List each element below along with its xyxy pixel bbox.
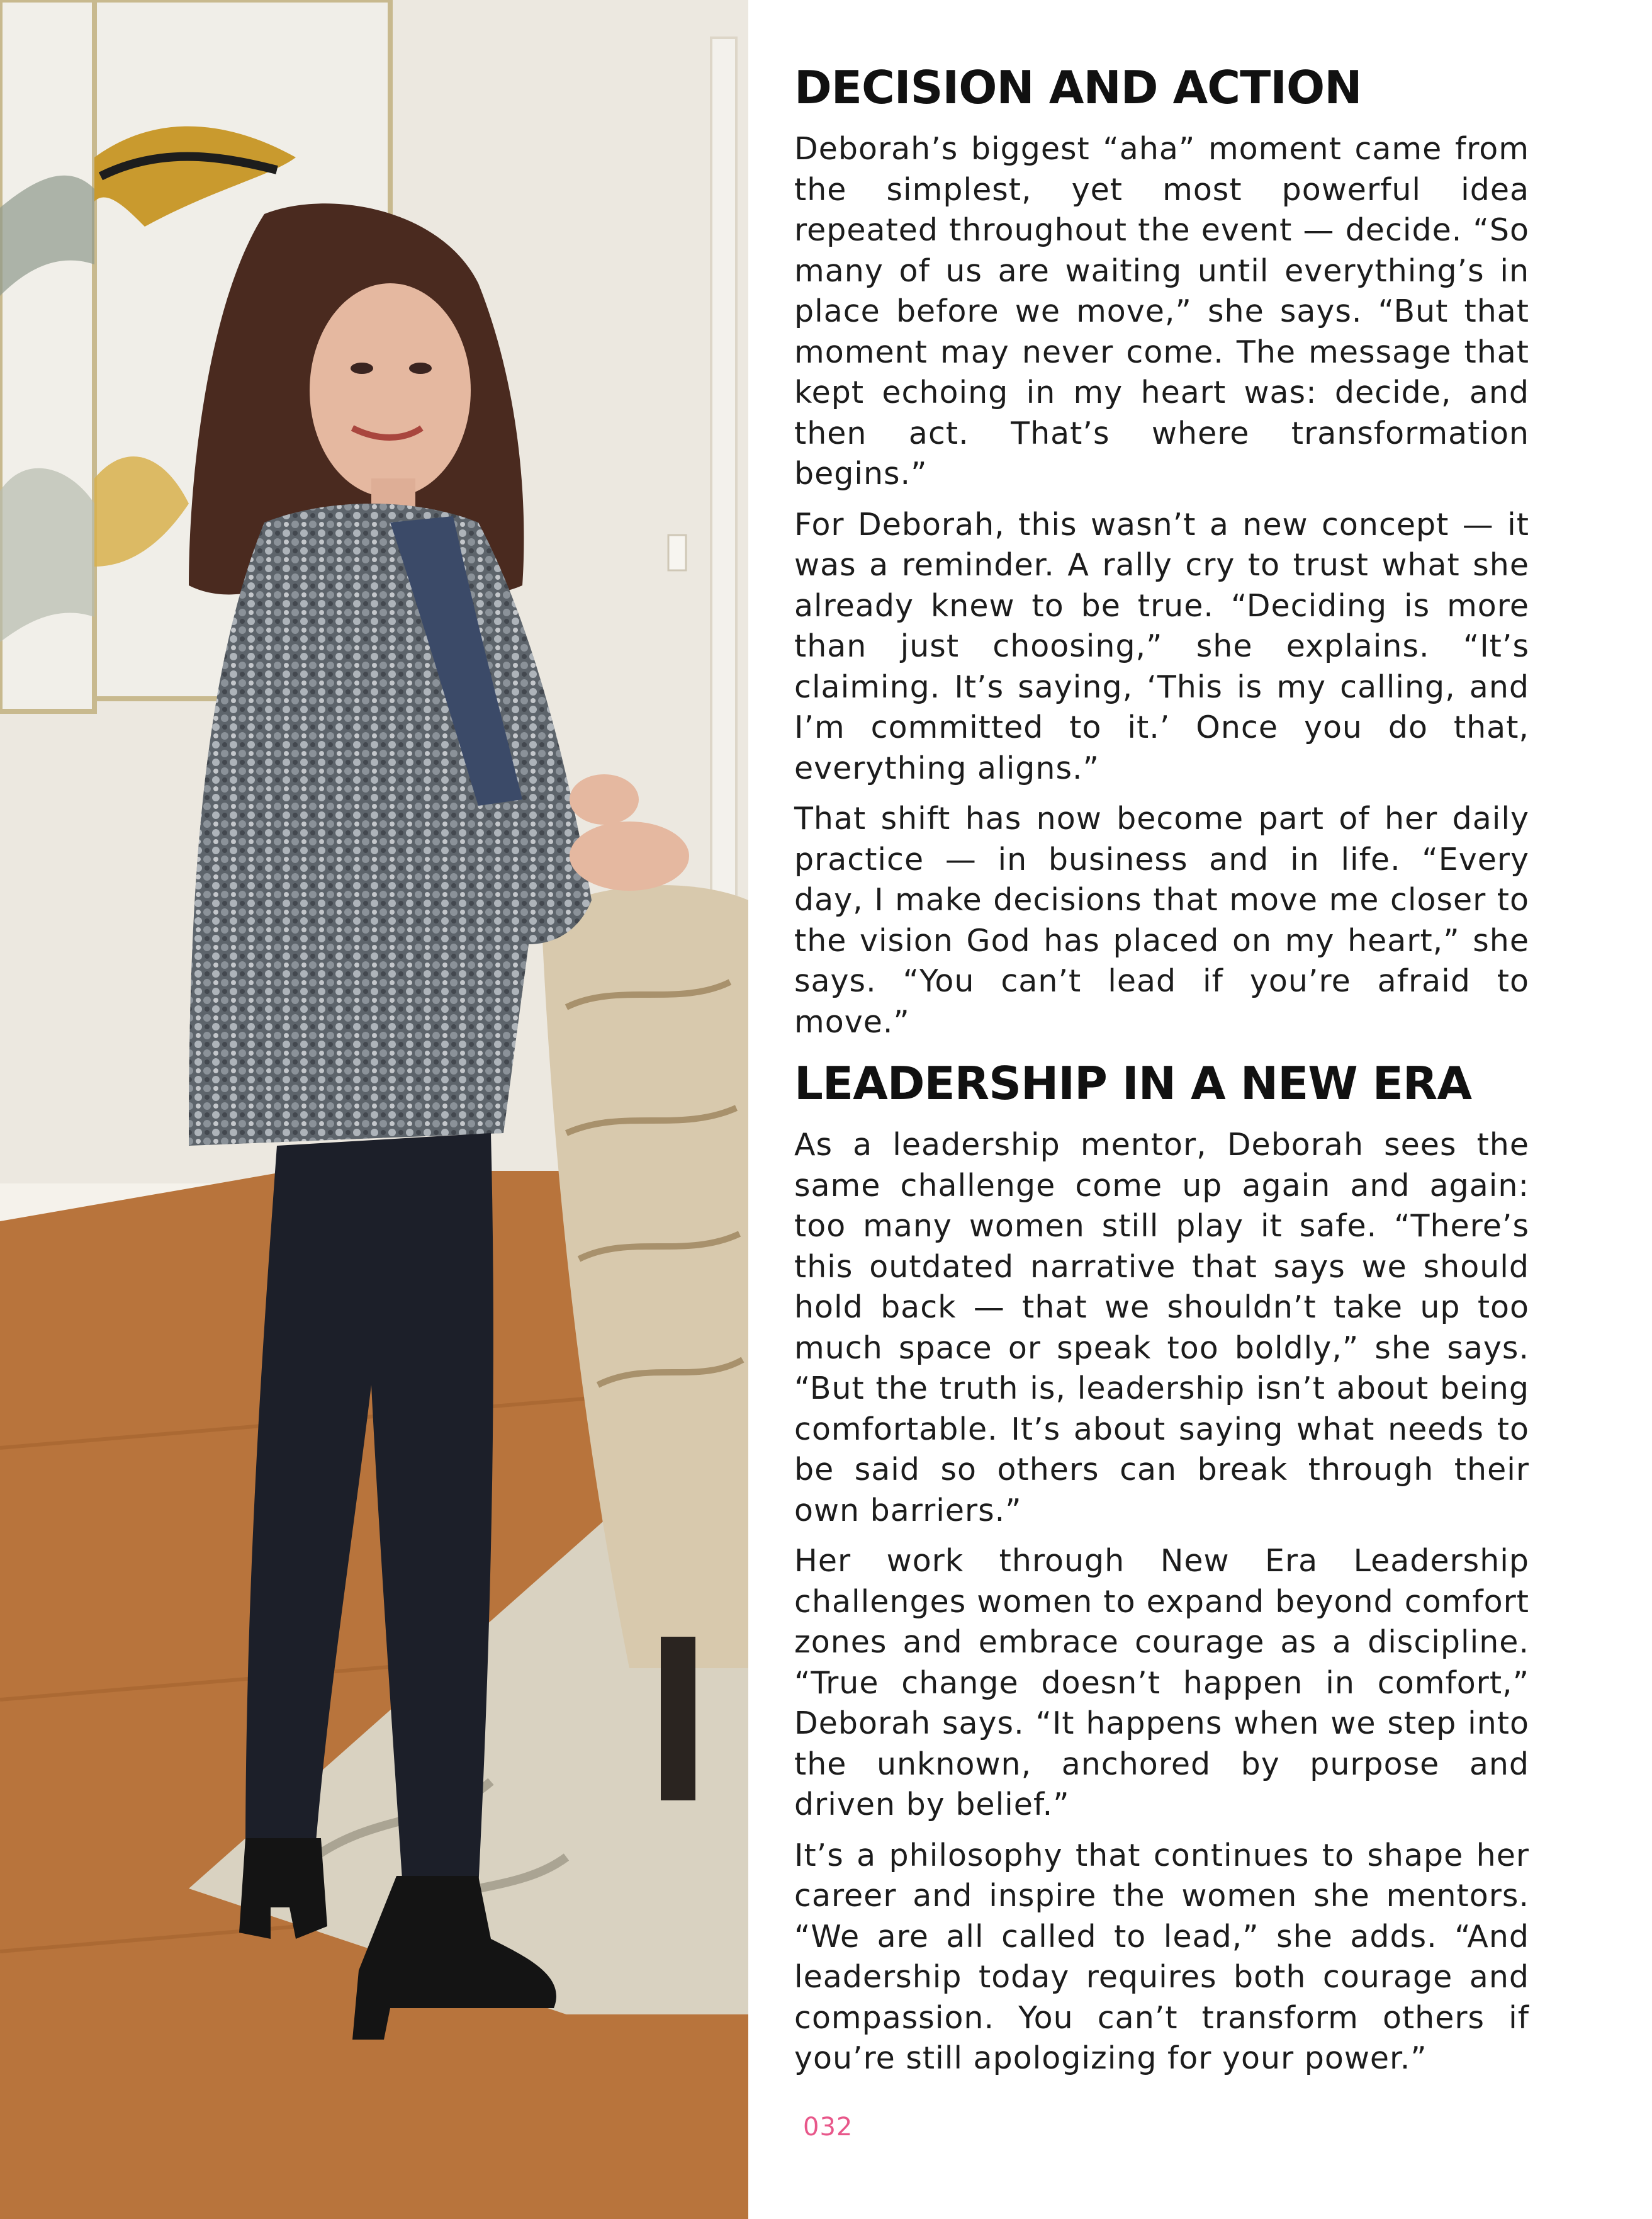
page-number: 032 — [803, 2113, 853, 2142]
article-paragraph: Deborah’s biggest “aha” moment came from the simplest, yet most powerful idea repeated throughout the event — decide. “So many of us are waiting until everything’s in place before we move,” she says. “But that moment may never come. The message that kept echoing in my heart was: decide, and then act. That’s where transformation begins.” — [794, 131, 1529, 492]
section-heading-decision-and-action: DECISION AND ACTION — [794, 61, 1362, 114]
article-paragraph: As a leadership mentor, Deborah sees the same challenge come up again and again: too many women still play it safe. “There’s this outdated narrative that says we should hold back — that we shouldn’t take up too much space or speak too boldly,” she says. “But the truth is, leadership isn’t about being comfortable. It’s about saying what needs to be said so others can break through their own barriers.” — [794, 1127, 1529, 1528]
portrait-illustration — [0, 0, 748, 2219]
article-paragraph: It’s a philosophy that continues to shape her career and inspire the women she mentors. “We are all called to lead,” she adds. “And leadership today requires both courage and compassion. You can’t transform others if you’re still apologizing for your power.” — [794, 1837, 1529, 2077]
article-paragraph: That shift has now become part of her daily practice — in business and in life. “Every day, I make decisions that move me closer to the vision God has placed on my heart,” she says. “You can’t lead if you’re afraid to move.” — [794, 801, 1529, 1040]
article-paragraph: For Deborah, this wasn’t a new concept — it was a reminder. A rally cry to trust what she already knew to be true. “Deciding is more than just choosing,” she explains. “It’s claiming. It’s saying, ‘This is my calling, and I’m committed to it.’ Once you do that, everything aligns.” — [794, 506, 1529, 786]
section-heading-leadership-in-a-new-era: LEADERSHIP IN A NEW ERA — [794, 1057, 1472, 1110]
portrait-photo — [0, 0, 748, 2219]
article-column — [794, 63, 1529, 2089]
article-paragraph: Her work through New Era Leadership challenges women to expand beyond comfort zones and embrace courage as a discipline. “True change doesn’t happen in comfort,” Deborah says. “It happens when we step into the unknown, anchored by purpose and driven by belief.” — [794, 1543, 1529, 1823]
